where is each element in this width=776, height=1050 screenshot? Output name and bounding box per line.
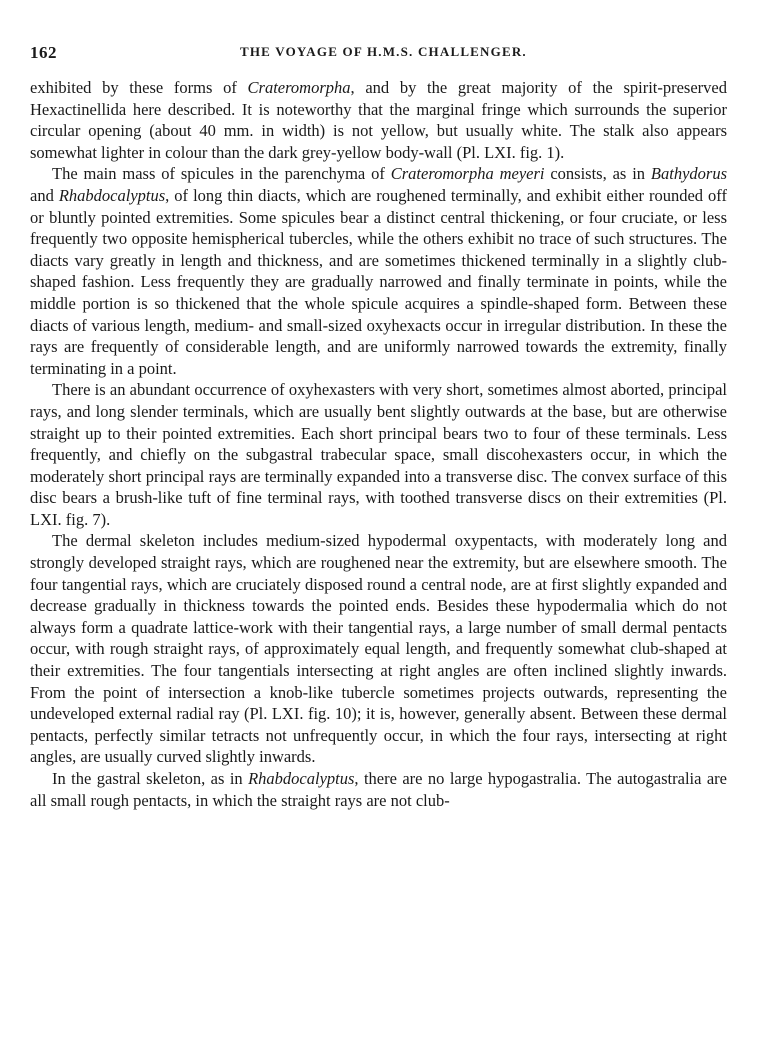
text-run: There is an abundant occurrence of oxyhexasters with very short, sometimes almost aborted, principal rays, and long slender terminals, which are usually bent slightly outwards at the base, but are otherwise straight up to their pointed extremities. Each short principal bears two to four of these terminals. Less frequently, and chiefly on the subgastral trabecular space, small discohexasters occur, in which the moderately short principal rays are terminally expanded into a transverse disc. The convex surface of this disc bears a brush-like tuft of fine terminal rays, with toothed transverse discs on their extremities (Pl. LXI. fig. 7). [30, 380, 727, 529]
paragraph [30, 163, 727, 379]
page-header [30, 36, 727, 66]
text-run: , there are no large hypogastralia. The autogastralia are all small rough pentacts, in which the straight rays are not club- [30, 769, 727, 810]
body-text [30, 77, 727, 811]
text-run: and [30, 185, 59, 205]
paragraph [30, 530, 727, 768]
text-run: In the gastral skeleton, as in [52, 769, 249, 788]
text-run: exhibited by these forms of [30, 78, 248, 97]
text-run: consists, as in [544, 164, 651, 184]
text-run: The dermal skeleton includes medium-sized hypodermal oxypentacts, with moderately long and strongly developed straight rays, which are roughened near the extremity, but are elsewhere smooth. The four tangential rays, which are cruciately disposed round a central node, are at first slightly expanded and decrease gradually in thickness towards the pointed ends. Besides these hypodermalia which do not always form a quadrate lattice-work with their tangential rays, a large number of small dermal pentacts occur, with rough straight rays, of approximately equal length, and frequently somewhat club-shaped at their extremities. The four tangentials intersecting at right angles are often inclined slightly inwards. From the point of intersection a knob-like tubercle sometimes projects outwards, representing the undeveloped external radial ray (Pl. LXI. fig. 10); it is, however, generally absent. Between these dermal pentacts, perfectly similar tetracts not unfrequently occur, in which the four rays, intersecting at right angles, are usually curved slightly inwards. [30, 531, 727, 767]
paragraph [30, 768, 727, 811]
page [30, 36, 727, 811]
text-run: , and by the great majority of the spirit-preserved Hexactinellida here described. It is noteworthy that the marginal fringe which surrounds the superior circular opening (about 40 mm. in width) is not yellow, but usually white. The stalk also appears somewhat lighter in colour than the dark grey-yellow body-wall (Pl. LXI. fig. 1). [30, 78, 727, 162]
italic-term: Rhabdocalyptus [248, 769, 355, 788]
italic-term: Rhabdocalyptus [58, 185, 166, 205]
italic-term: Crateromorpha [247, 78, 351, 97]
page-number: 162 [30, 43, 57, 62]
text-run: , of long thin diacts, which are roughened terminally, and exhibit either rounded off or bluntly pointed extremities. Some spicules bear a distinct central thickening, or four cruciate, or less frequently two opposite hemispherical tubercles, while the others exhibit no trace of such structures. The diacts vary greatly in length and thickness, and are sometimes thickened terminally in a slightly club-shaped fashion. Less frequently they are gradually narrowed and finally terminate in points, while the middle portion is so thickened that the whole spicule acquires a spindle-shaped form. Between these diacts of various length, medium- and small-sized oxyhexacts occur in irregular distribution. In these the rays are frequently of considerable length, and are uniformly narrowed towards the extremity, finally terminating in a point. [30, 185, 727, 378]
paragraph [30, 77, 727, 163]
italic-term: Crateromorpha meyeri [390, 164, 545, 184]
italic-term: Bathydorus [650, 164, 728, 184]
paragraph [30, 379, 727, 530]
text-run: The main mass of spicules in the parenchyma of [52, 164, 391, 184]
running-title: THE VOYAGE OF H.M.S. CHALLENGER. [240, 44, 527, 59]
